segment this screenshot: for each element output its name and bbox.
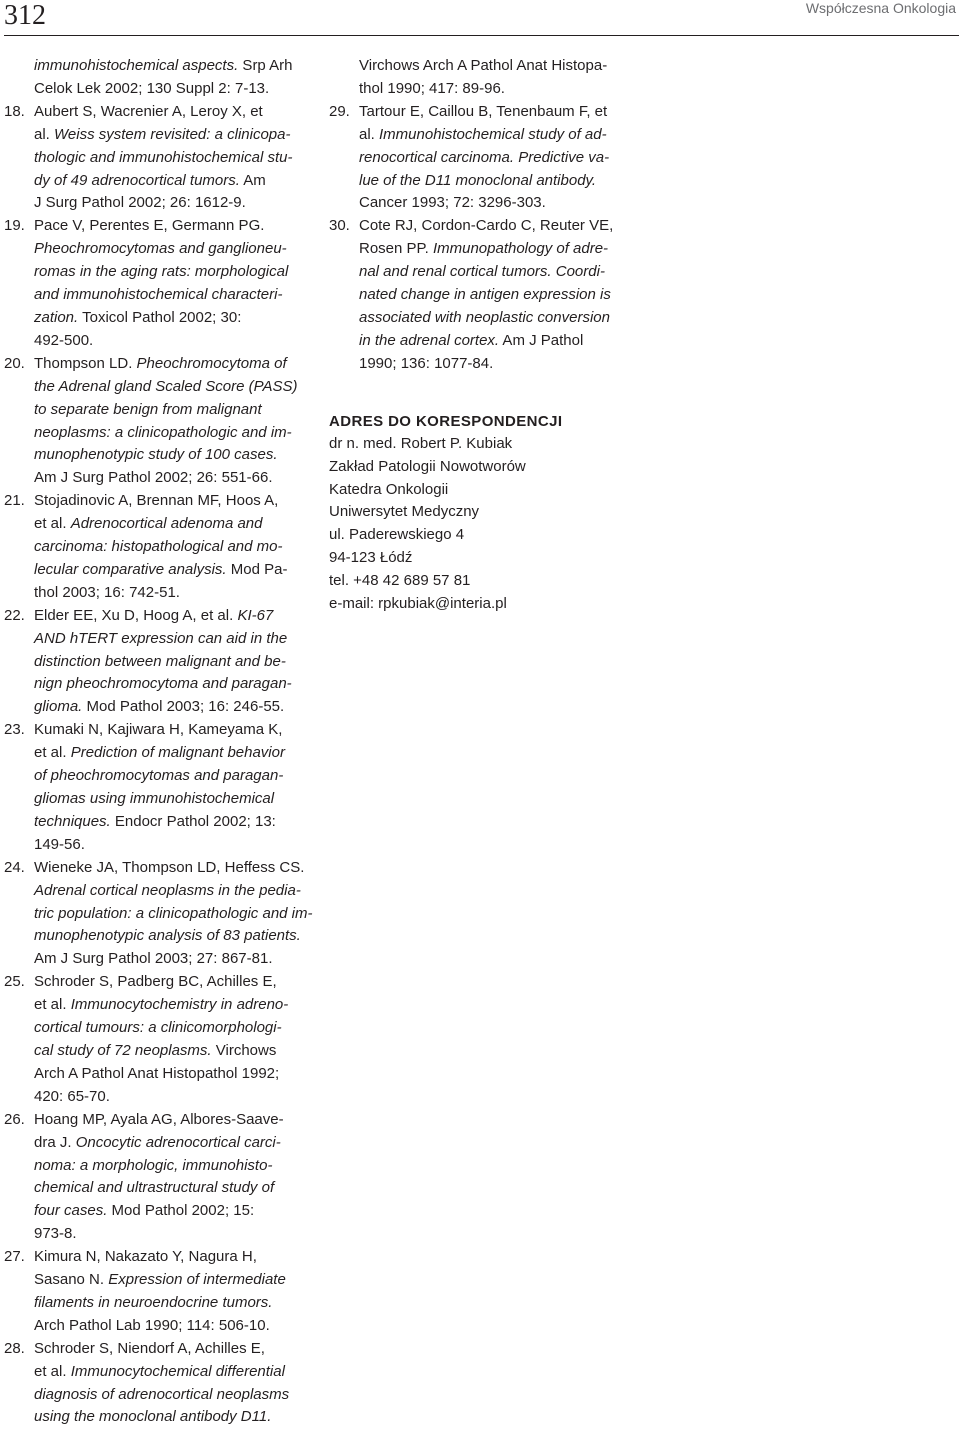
reference-line	[34, 1132, 306, 1155]
reference-title-text: the Adrenal gland Scaled Score (PASS)	[34, 377, 298, 395]
reference-citation-text: Am J Surg Pathol 2003; 27: 867-81.	[34, 950, 273, 968]
reference-citation-text: al.	[34, 125, 55, 143]
reference-title-text: AND hTERT expression can aid in the	[34, 629, 288, 647]
reference-line	[34, 765, 306, 788]
journal-title: Współczesna Onkologia	[805, 0, 956, 16]
reference-number: 23.	[4, 721, 25, 739]
reference-item	[4, 1109, 306, 1246]
reference-line	[34, 903, 313, 926]
reference-citation-text: Mod Pathol 2003; 16: 246-55.	[82, 698, 285, 716]
reference-number: 26.	[4, 1110, 25, 1128]
reference-line	[34, 1246, 306, 1269]
reference-title-text: four cases.	[34, 1202, 108, 1220]
reference-title-text: dy of 49 adrenocortical tumors.	[34, 171, 240, 189]
reference-item	[4, 101, 306, 216]
reference-citation-text: Rosen PP.	[359, 240, 433, 258]
reference-citation-text: Tartour E, Caillou B, Tenenbaum F, et	[359, 102, 608, 120]
address-line: Katedra Onkologii	[329, 480, 449, 498]
reference-line	[34, 1200, 306, 1223]
reference-number: 24.	[4, 858, 25, 876]
reference-line	[34, 124, 306, 147]
reference-line	[34, 330, 306, 353]
reference-line	[34, 719, 306, 742]
reference-line	[34, 307, 306, 330]
reference-citation-text: Hoang MP, Ayala AG, Albores-Saave-	[34, 1110, 284, 1128]
reference-item	[4, 971, 306, 1108]
reference-line	[34, 490, 306, 513]
reference-title-text: Immunocytochemistry in adreno-	[70, 996, 289, 1014]
reference-title-text: of pheochromocytomas and paragan-	[34, 767, 284, 785]
reference-citation-text: Thompson LD.	[34, 354, 137, 372]
reference-citation-text: 492-500.	[34, 331, 94, 349]
reference-list	[4, 101, 313, 1429]
reference-title-text: munophenotypic analysis of 83 patients.	[34, 927, 301, 945]
address-line: e-mail: rpkubiak@interia.pl	[329, 595, 507, 613]
reference-citation-text: Endocr Pathol 2002; 13:	[110, 812, 276, 830]
reference-citation-text: Celok Lek 2002; 130 Suppl 2: 7-13.	[34, 79, 270, 97]
reference-line	[34, 536, 306, 559]
address-line: ul. Paderewskiego 4	[329, 526, 465, 544]
reference-line	[359, 238, 631, 261]
address-line: dr n. med. Robert P. Kubiak	[329, 434, 513, 452]
reference-item	[4, 353, 306, 490]
reference-line	[34, 651, 306, 674]
reference-citation-text: Am J Surg Pathol 2002; 26: 551-66.	[34, 469, 273, 487]
reference-line	[34, 170, 306, 193]
reference-citation-text: Schroder S, Padberg BC, Achilles E,	[34, 973, 277, 991]
reference-title-text: cal study of 72 neoplasms.	[34, 1041, 212, 1059]
reference-item	[329, 215, 631, 375]
reference-line	[34, 742, 306, 765]
reference-citation-text: Pace V, Perentes E, Germann PG.	[34, 217, 265, 235]
reference-line	[359, 330, 631, 353]
reference-title-text: KI-67	[237, 606, 274, 624]
reference-citation-text: Stojadinovic A, Brennan MF, Hoos A,	[34, 492, 279, 510]
reference-citation-text: thol 1990; 417: 89-96.	[359, 79, 505, 97]
reference-title-text: distinction between malignant and be-	[34, 652, 286, 670]
reference-number: 28.	[4, 1339, 25, 1357]
reference-title-text: carcinoma: histopathological and mo-	[34, 538, 283, 556]
reference-number: 27.	[4, 1248, 25, 1266]
reference-line	[34, 1155, 306, 1178]
reference-line	[359, 147, 631, 170]
reference-item	[4, 490, 306, 605]
reference-line	[359, 261, 631, 284]
reference-title-text: Oncocytic adrenocortical carci-	[75, 1133, 281, 1151]
reference-title-text: Immunohistochemical study of ad-	[379, 125, 607, 143]
reference-item	[4, 1338, 306, 1429]
reference-item	[4, 605, 306, 720]
reference-item	[4, 1246, 306, 1338]
reference-citation-text: Srp Arh	[238, 57, 293, 74]
correspondence-address	[329, 410, 631, 616]
reference-citation-text: Am J Pathol	[499, 331, 584, 349]
reference-line	[34, 1040, 306, 1063]
reference-line	[34, 78, 306, 101]
reference-line	[34, 857, 306, 880]
reference-line	[34, 994, 306, 1017]
reference-line	[34, 1177, 306, 1200]
reference-line	[34, 101, 306, 124]
reference-title-text: tric population: a clinicopathologic and im-	[34, 904, 313, 922]
reference-title-text: Pheochromocytomas and ganglioneu-	[34, 240, 287, 258]
reference-line	[34, 834, 306, 857]
reference-citation-text: Mod Pa-	[226, 560, 288, 578]
left-column	[4, 55, 313, 1429]
reference-title-text: immunohistochemical aspects.	[34, 57, 239, 74]
reference-line	[359, 215, 631, 238]
reference-title-text: noma: a morphologic, immunohisto-	[34, 1156, 273, 1174]
reference-number: 30.	[329, 217, 350, 235]
reference-title-text: lecular comparative analysis.	[34, 560, 227, 578]
reference-line	[34, 192, 306, 215]
reference-line	[34, 1338, 306, 1361]
reference-citation-text: Kimura N, Nakazato Y, Nagura H,	[34, 1248, 257, 1266]
reference-citation-text: J Surg Pathol 2002; 26: 1612-9.	[34, 194, 246, 212]
reference-title-text: diagnosis of adrenocortical neoplasms	[34, 1385, 290, 1403]
reference-line	[34, 238, 306, 261]
reference-title-text: gliomas using immunohistochemical	[34, 790, 275, 807]
reference-title-text: thologic and immunohistochemical stu-	[34, 148, 293, 166]
reference-title-text: renocortical carcinoma. Predictive va-	[359, 148, 610, 166]
reference-citation-text: Aubert S, Wacrenier A, Leroy X, et	[34, 102, 263, 120]
reference-citation-text: 420: 65-70.	[34, 1087, 110, 1105]
reference-title-text: to separate benign from malignant	[34, 400, 262, 418]
reference-line	[34, 673, 306, 696]
reference-line	[34, 925, 306, 948]
reference-line	[34, 1223, 306, 1246]
reference-citation-text: 973-8.	[34, 1225, 77, 1243]
reference-citation-text: Arch Pathol Lab 1990; 114: 506-10.	[34, 1316, 270, 1334]
reference-line	[34, 513, 306, 536]
reference-line	[34, 1063, 306, 1086]
reference-citation-text: Toxicol Pathol 2002; 30:	[78, 308, 242, 326]
reference-line	[34, 1109, 306, 1132]
reference-title-text: using the monoclonal antibody D11.	[34, 1408, 272, 1426]
reference-line	[359, 170, 631, 193]
reference-title-text: chemical and ultrastructural study of	[34, 1179, 275, 1197]
reference-line	[359, 284, 631, 307]
reference-item	[329, 101, 631, 216]
correspondence-lines	[329, 433, 631, 616]
reference-title-text: lue of the D11 monoclonal antibody.	[359, 171, 597, 189]
reference-title-text: Immunocytochemical differential	[70, 1362, 285, 1380]
reference-citation-text: Wieneke JA, Thompson LD, Heffess CS.	[34, 858, 305, 876]
address-line: tel. +48 42 689 57 81	[329, 572, 471, 590]
reference-line	[34, 55, 306, 78]
reference-citation-text: dra J.	[34, 1133, 76, 1151]
reference-continuation	[4, 55, 306, 101]
reference-number: 22.	[4, 606, 25, 624]
reference-title-text: nal and renal cortical tumors. Coordi-	[359, 263, 605, 281]
reference-line	[34, 559, 306, 582]
reference-line	[34, 467, 306, 490]
reference-number: 20.	[4, 354, 25, 372]
reference-citation-text: Virchows	[211, 1041, 277, 1059]
reference-line	[359, 78, 631, 101]
reference-citation-text: al.	[359, 125, 380, 143]
reference-title-text: filaments in neuroendocrine tumors.	[34, 1293, 273, 1311]
reference-title-text: romas in the aging rats: morphological	[34, 263, 289, 281]
reference-title-text: associated with neoplastic conversion	[359, 308, 610, 326]
reference-line	[34, 811, 306, 834]
reference-line	[359, 353, 631, 376]
reference-title-text: techniques.	[34, 812, 111, 830]
reference-line	[34, 788, 306, 811]
header-rule	[4, 35, 959, 36]
reference-number: 21.	[4, 492, 25, 510]
reference-title-text: glioma.	[34, 698, 83, 716]
reference-list	[329, 101, 631, 376]
reference-title-text: Prediction of malignant behavior	[70, 744, 285, 762]
reference-continuation	[329, 55, 631, 101]
reference-line	[34, 261, 306, 284]
reference-line	[34, 1361, 306, 1384]
correspondence-heading: ADRES DO KORESPONDENCJI	[329, 412, 563, 430]
reference-citation-text: Elder EE, Xu D, Hoog A, et al.	[34, 606, 238, 624]
reference-line	[34, 147, 306, 170]
reference-line	[34, 376, 306, 399]
reference-number: 19.	[4, 217, 25, 235]
address-line: Uniwersytet Medyczny	[329, 503, 480, 521]
reference-line	[34, 1406, 306, 1429]
reference-line	[34, 628, 306, 651]
reference-citation-text: thol 2003; 16: 742-51.	[34, 583, 180, 601]
reference-line	[359, 124, 631, 147]
reference-title-text: munophenotypic study of 100 cases.	[34, 446, 278, 464]
reference-number: 25.	[4, 973, 25, 991]
reference-citation-text: Kumaki N, Kajiwara H, Kameyama K,	[34, 721, 283, 739]
reference-line	[359, 192, 631, 215]
reference-citation-text: 1990; 136: 1077-84.	[359, 354, 494, 372]
reference-citation-text: Schroder S, Niendorf A, Achilles E,	[34, 1339, 265, 1357]
reference-line	[359, 55, 631, 78]
reference-number: 18.	[4, 102, 25, 120]
reference-title-text: neoplasms: a clinicopathologic and im-	[34, 423, 292, 441]
reference-number: 29.	[329, 102, 350, 120]
reference-line	[34, 582, 306, 605]
reference-citation-text: Arch A Pathol Anat Histopathol 1992;	[34, 1064, 280, 1082]
reference-title-text: Weiss system revisited: a clinicopa-	[54, 125, 291, 143]
right-column	[329, 55, 631, 616]
reference-title-text: zation.	[34, 308, 79, 326]
reference-line	[34, 971, 306, 994]
reference-line	[34, 399, 306, 422]
reference-title-text: and immunohistochemical characteri-	[34, 286, 283, 304]
reference-citation-text: Virchows Arch A Pathol Anat Histopa-	[359, 57, 608, 74]
reference-line	[359, 307, 631, 330]
reference-title-text: nign pheochromocytoma and paragan-	[34, 675, 292, 693]
reference-line	[34, 353, 306, 376]
reference-title-text: in the adrenal cortex.	[359, 331, 500, 349]
address-line: 94-123 Łódź	[329, 549, 413, 567]
reference-line	[34, 696, 306, 719]
reference-citation-text: et al.	[34, 996, 71, 1014]
reference-line	[34, 215, 306, 238]
reference-title-text: nated change in antigen expression is	[359, 286, 611, 304]
reference-title-text: Adrenocortical adenoma and	[70, 515, 263, 533]
reference-line	[34, 422, 306, 445]
reference-line	[34, 1315, 306, 1338]
reference-line	[34, 948, 306, 971]
reference-line	[34, 1384, 306, 1407]
reference-item	[4, 857, 313, 972]
reference-citation-text: Cancer 1993; 72: 3296-303.	[359, 194, 546, 212]
reference-citation-text: Am	[239, 171, 266, 189]
reference-title-text: Expression of intermediate	[108, 1271, 286, 1289]
reference-line	[34, 444, 306, 467]
reference-citation-text: Mod Pathol 2002; 15:	[107, 1202, 255, 1220]
address-line: Zakład Patologii Nowotworów	[329, 457, 526, 475]
reference-line	[359, 101, 631, 124]
reference-citation-text: et al.	[34, 515, 71, 533]
reference-citation-text: 149-56.	[34, 835, 85, 853]
reference-title-text: Pheochromocytoma of	[136, 354, 287, 372]
reference-item	[4, 215, 306, 352]
reference-citation-text: et al.	[34, 1362, 71, 1380]
reference-title-text: Immunopathology of adre-	[432, 240, 609, 258]
reference-line	[34, 605, 306, 628]
reference-title-text: Adrenal cortical neoplasms in the pedia-	[34, 881, 301, 899]
reference-citation-text: Sasano N.	[34, 1271, 109, 1289]
reference-line	[34, 1269, 306, 1292]
reference-citation-text: Cote RJ, Cordon-Cardo C, Reuter VE,	[359, 217, 614, 235]
reference-line	[34, 1017, 306, 1040]
reference-title-text: cortical tumours: a clinicomorphologi-	[34, 1019, 282, 1037]
reference-line	[34, 284, 306, 307]
page-number: 312	[4, 0, 46, 31]
reference-line	[34, 1086, 306, 1109]
reference-line	[34, 1292, 306, 1315]
reference-line	[34, 880, 306, 903]
reference-citation-text: et al.	[34, 744, 71, 762]
reference-item	[4, 719, 306, 856]
